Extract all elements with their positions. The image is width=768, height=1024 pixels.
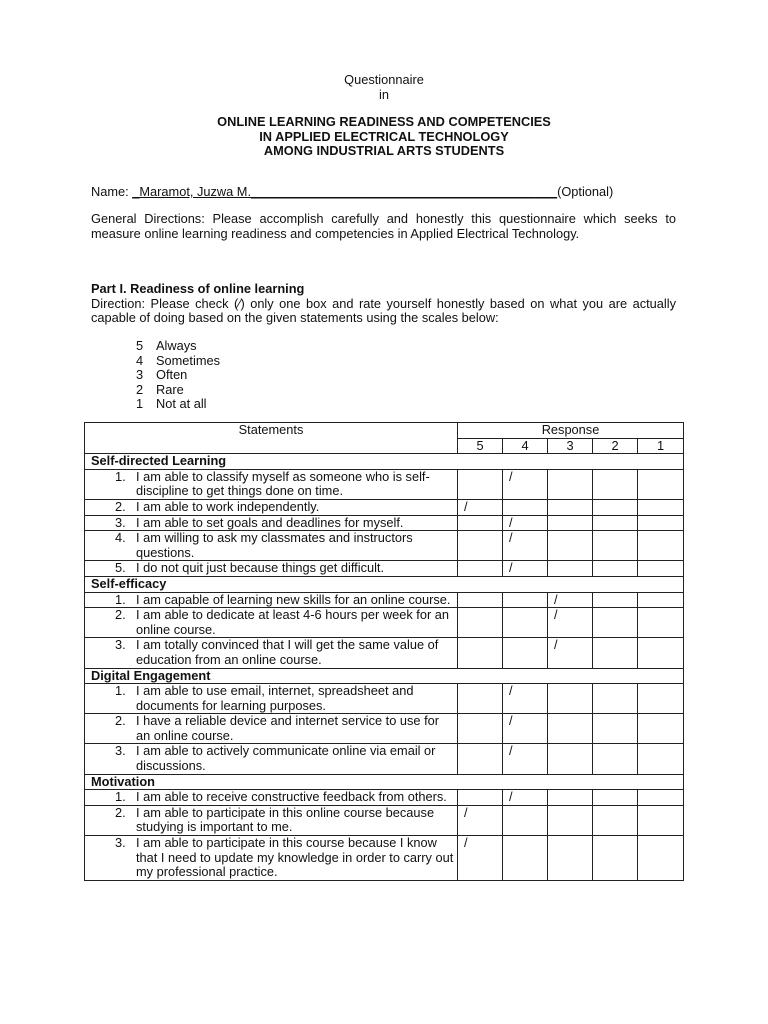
statement-cell [85, 499, 458, 515]
statement-row [85, 561, 684, 577]
statement-text: I have a reliable device and internet service to use for an online course. [136, 713, 440, 743]
statement-cell [85, 531, 458, 561]
statement-text: I am able to set goals and deadlines for myself. [136, 514, 404, 530]
statement-cell [85, 684, 458, 714]
statement-cell [85, 714, 458, 744]
category-row [85, 576, 684, 592]
response-column-2: 2 [593, 438, 638, 454]
statement-number: 3. [115, 835, 126, 851]
statement-text: I am totally convinced that I will get the same value of education from an online course. [136, 637, 439, 667]
statement-text: I am capable of learning new skills for an online course. [136, 591, 451, 607]
response-cell-1[interactable] [638, 608, 684, 638]
response-cell-1[interactable] [638, 499, 684, 515]
response-cell-5[interactable] [458, 805, 503, 835]
scale-label: Always [156, 338, 197, 353]
statement-row [85, 499, 684, 515]
statement-text: I am able to participate in this course because I know that I need to update my knowledge in order to carry out my professional practice. [136, 835, 454, 880]
title-line: AMONG INDUSTRIAL ARTS STUDENTS [263, 143, 505, 159]
response-cell-4[interactable] [503, 805, 548, 835]
name-optional-note: (Optional) [557, 184, 614, 199]
response-cell-2[interactable] [593, 714, 638, 744]
check-mark: / [509, 683, 513, 699]
response-cell-3[interactable] [548, 684, 593, 714]
response-cell-2[interactable] [593, 608, 638, 638]
response-cell-5[interactable] [458, 608, 503, 638]
statement-row [85, 714, 684, 744]
response-cell-1[interactable] [638, 744, 684, 774]
category-row [85, 454, 684, 470]
statement-row [85, 744, 684, 774]
scale-label: Often [156, 367, 188, 383]
response-cell-2[interactable] [593, 499, 638, 515]
statement-number: 2. [115, 607, 126, 623]
response-cell-1[interactable] [638, 638, 684, 668]
response-cell-3[interactable] [548, 592, 593, 608]
response-cell-4[interactable] [503, 531, 548, 561]
check-mark: / [509, 743, 513, 759]
response-cell-4[interactable] [503, 515, 548, 531]
response-cell-1[interactable] [638, 592, 684, 608]
statement-number: 3. [115, 743, 126, 759]
rating-scale-item [136, 397, 220, 412]
response-cell-1[interactable] [638, 515, 684, 531]
category-row [85, 668, 684, 684]
statement-text: I am able to actively communicate online via email or discussions. [136, 743, 436, 774]
statement-cell [85, 744, 458, 774]
response-cell-4[interactable] [503, 561, 548, 577]
response-cell-3[interactable] [548, 561, 593, 577]
check-mark: / [554, 607, 558, 623]
response-cell-4[interactable] [503, 638, 548, 668]
statement-number: 3. [115, 514, 126, 530]
check-mark: / [554, 637, 558, 653]
rating-scale-list [136, 339, 220, 412]
check-mark: / [554, 591, 558, 607]
statement-row [85, 531, 684, 561]
response-cell-2[interactable] [593, 638, 638, 668]
response-cell-2[interactable] [593, 592, 638, 608]
response-cell-4[interactable] [503, 790, 548, 806]
response-cell-4[interactable] [503, 744, 548, 774]
scale-number: 2 [136, 381, 144, 397]
statement-cell [85, 638, 458, 668]
response-cell-5[interactable] [458, 515, 503, 531]
statement-text: I am able to work independently. [136, 498, 320, 514]
statement-cell [85, 836, 458, 881]
statement-text: I am able to use email, internet, spreadsheet and documents for learning purposes. [136, 683, 414, 713]
response-header: Response [458, 423, 684, 439]
scale-number: 1 [136, 396, 144, 412]
response-cell-5[interactable] [458, 744, 503, 774]
statement-number: 1. [115, 591, 126, 607]
statement-row [85, 805, 684, 835]
scale-number: 5 [136, 338, 144, 353]
statement-text: I am able to participate in this online course because studying is important to me. [136, 804, 435, 835]
scale-label: Not at all [156, 396, 207, 412]
name-label: Name: [91, 184, 129, 199]
category-name: Digital Engagement [85, 668, 684, 684]
response-cell-3[interactable] [548, 608, 593, 638]
statement-cell [85, 469, 458, 499]
check-mark: / [509, 789, 513, 805]
response-cell-2[interactable] [593, 744, 638, 774]
response-cell-3[interactable] [548, 790, 593, 806]
response-cell-4[interactable] [503, 684, 548, 714]
scale-label: Rare [156, 381, 184, 397]
statement-row [85, 592, 684, 608]
response-cell-1[interactable] [638, 561, 684, 577]
name-blank-2: ___ [535, 184, 558, 199]
category-name: Self-efficacy [85, 576, 684, 592]
response-cell-3[interactable] [548, 805, 593, 835]
response-cell-3[interactable] [548, 638, 593, 668]
statement-number: 3. [115, 637, 126, 653]
response-cell-5[interactable] [458, 531, 503, 561]
response-cell-5[interactable] [458, 499, 503, 515]
response-column-5: 5 [458, 438, 503, 454]
response-cell-1[interactable] [638, 714, 684, 744]
response-cell-5[interactable] [458, 714, 503, 744]
response-cell-4[interactable] [503, 836, 548, 881]
check-mark: / [509, 514, 513, 530]
response-cell-2[interactable] [593, 836, 638, 881]
statement-row [85, 608, 684, 638]
statement-row [85, 638, 684, 668]
statement-row [85, 790, 684, 806]
response-cell-5[interactable] [458, 469, 503, 499]
doc-connector: in [379, 86, 389, 102]
response-cell-4[interactable] [503, 714, 548, 744]
response-cell-1[interactable] [638, 469, 684, 499]
document-type-heading [0, 73, 768, 102]
check-mark: / [509, 468, 513, 484]
check-mark: / [509, 530, 513, 546]
scale-label: Sometimes [156, 352, 221, 368]
response-cell-4[interactable] [503, 469, 548, 499]
name-field [91, 185, 691, 200]
response-cell-3[interactable] [548, 836, 593, 881]
check-mark: / [509, 560, 513, 576]
check-mark: / [464, 804, 468, 820]
rating-scale-item [136, 339, 220, 354]
name-value: _Maramot, Juzwa M.________________ [132, 184, 365, 199]
response-cell-2[interactable] [593, 561, 638, 577]
response-cell-2[interactable] [593, 790, 638, 806]
name-blank: ________________________ [364, 184, 536, 199]
response-cell-5[interactable] [458, 592, 503, 608]
scale-number: 3 [136, 367, 144, 383]
check-mark: / [509, 713, 513, 729]
response-cell-5[interactable] [458, 684, 503, 714]
response-cell-4[interactable] [503, 592, 548, 608]
response-cell-3[interactable] [548, 714, 593, 744]
statement-number: 1. [115, 468, 126, 484]
response-cell-2[interactable] [593, 469, 638, 499]
response-cell-3[interactable] [548, 469, 593, 499]
response-cell-3[interactable] [548, 499, 593, 515]
general-directions: General Directions: Please accomplish carefully and honestly this questionnaire which seeks to measure online learning readiness and competencies in Applied Electrical Technology. [91, 211, 676, 241]
part1-title: Part I. Readiness of online learning [91, 281, 305, 296]
statement-number: 2. [115, 713, 126, 729]
response-cell-2[interactable] [593, 531, 638, 561]
statement-number: 4. [115, 530, 126, 546]
statement-cell [85, 561, 458, 577]
category-name: Motivation [85, 774, 684, 790]
response-cell-1[interactable] [638, 684, 684, 714]
statement-cell [85, 790, 458, 806]
statement-cell [85, 608, 458, 638]
response-cell-2[interactable] [593, 684, 638, 714]
response-cell-5[interactable] [458, 836, 503, 881]
title-line: IN APPLIED ELECTRICAL TECHNOLOGY [259, 128, 509, 144]
statements-header: Statements [85, 423, 458, 454]
part1-section [91, 282, 691, 326]
statement-cell [85, 805, 458, 835]
statement-text: I do not quit just because things get difficult. [136, 560, 385, 576]
statement-text: I am willing to ask my classmates and instructors questions. [136, 530, 413, 560]
response-cell-1[interactable] [638, 790, 684, 806]
response-column-4: 4 [503, 438, 548, 454]
response-cell-4[interactable] [503, 608, 548, 638]
response-cell-1[interactable] [638, 836, 684, 881]
response-cell-3[interactable] [548, 531, 593, 561]
doc-type: Questionnaire [344, 72, 424, 87]
response-cell-4[interactable] [503, 499, 548, 515]
rating-scale-item [136, 383, 220, 398]
statement-text: I am able to receive constructive feedback from others. [136, 789, 447, 805]
statement-text: I am able to dedicate at least 4-6 hours per week for an online course. [136, 607, 449, 637]
response-cell-2[interactable] [593, 805, 638, 835]
title-line: ONLINE LEARNING READINESS AND COMPETENCIES [217, 114, 551, 129]
response-cell-3[interactable] [548, 515, 593, 531]
response-cell-1[interactable] [638, 531, 684, 561]
statement-number: 2. [115, 804, 126, 820]
response-cell-5[interactable] [458, 790, 503, 806]
response-cell-5[interactable] [458, 638, 503, 668]
response-column-3: 3 [548, 438, 593, 454]
questionnaire-title [0, 115, 768, 159]
response-cell-1[interactable] [638, 805, 684, 835]
statement-number: 5. [115, 560, 126, 576]
part1-direction: Direction: Please check (⁄) only one box and rate yourself honestly based on what you are actually capable of doing based on the given statements using the scales below: [91, 295, 676, 326]
response-cell-2[interactable] [593, 515, 638, 531]
rating-scale-item [136, 368, 220, 383]
check-mark: / [464, 498, 468, 514]
statement-number: 2. [115, 498, 126, 514]
statement-cell [85, 592, 458, 608]
statement-row [85, 684, 684, 714]
check-mark: / [464, 835, 468, 851]
response-cell-5[interactable] [458, 561, 503, 577]
statement-number: 1. [115, 789, 126, 805]
response-column-1: 1 [638, 438, 684, 454]
statement-text: I am able to classify myself as someone who is self-discipline to get things done on time. [136, 468, 430, 499]
statement-cell [85, 515, 458, 531]
category-name: Self-directed Learning [85, 454, 684, 470]
statement-number: 1. [115, 683, 126, 699]
statement-row [85, 515, 684, 531]
category-row [85, 774, 684, 790]
scale-number: 4 [136, 352, 144, 368]
rating-scale-item [136, 354, 220, 369]
statement-row [85, 469, 684, 499]
readiness-table [84, 422, 684, 881]
statement-row [85, 836, 684, 881]
response-cell-3[interactable] [548, 744, 593, 774]
